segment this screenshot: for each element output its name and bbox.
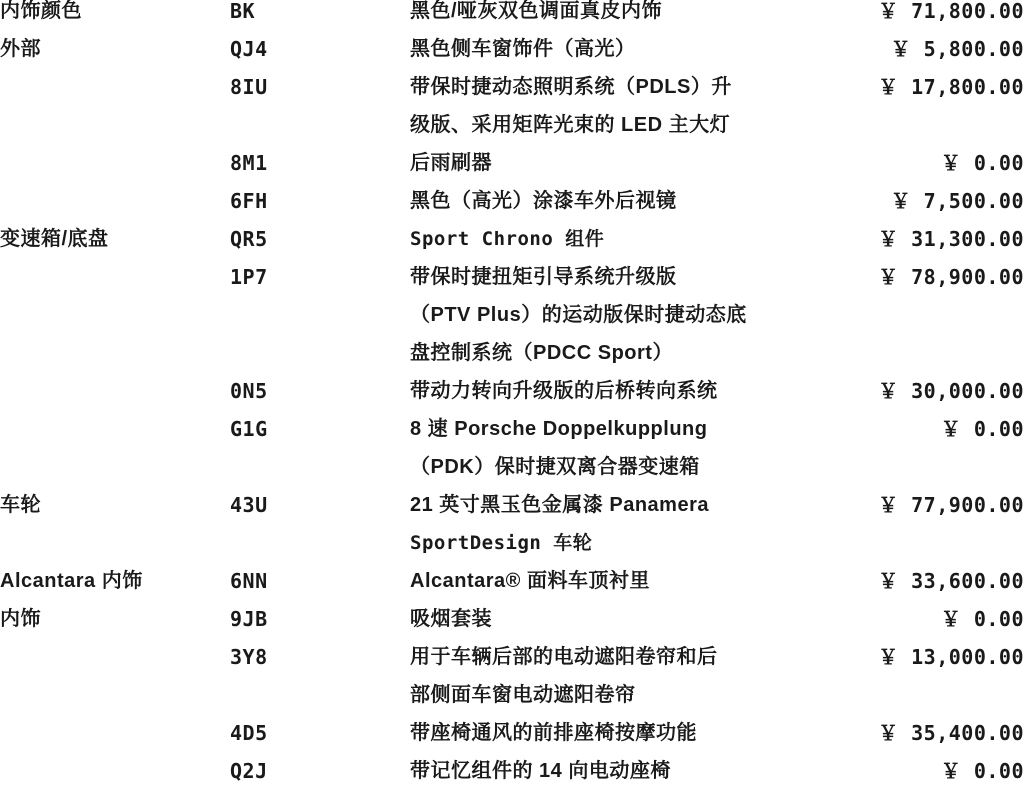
- desc-line: 部侧面车窗电动遮阳卷帘: [410, 684, 636, 706]
- row-description: [410, 638, 790, 714]
- table-row: [0, 714, 1024, 752]
- row-code: 8IU: [230, 75, 268, 99]
- row-category: [0, 714, 230, 752]
- desc-line: SportDesign 车轮: [410, 532, 593, 554]
- row-price: ￥ 7,500.00: [890, 189, 1024, 213]
- desc-line: 吸烟套装: [410, 608, 492, 630]
- row-price: ￥ 5,800.00: [890, 37, 1024, 61]
- row-category: [0, 144, 230, 182]
- row-description: [410, 0, 790, 30]
- row-category: 内饰颜色: [0, 0, 82, 22]
- desc-line: 带动力转向升级版的后桥转向系统: [410, 380, 718, 402]
- desc-line: 8 速 Porsche Doppelkupplung: [410, 418, 708, 440]
- row-category: [0, 752, 230, 790]
- row-code: 6NN: [230, 569, 268, 593]
- desc-line: 级版、采用矩阵光束的 LED 主大灯: [410, 114, 731, 136]
- row-description: [410, 486, 790, 562]
- table-row: [0, 638, 1024, 714]
- row-category: [0, 182, 230, 220]
- table-row: [0, 68, 1024, 144]
- table-row: [0, 562, 1024, 600]
- row-price: ￥ 71,800.00: [878, 0, 1024, 23]
- desc-line: Alcantara® 面料车顶衬里: [410, 570, 650, 592]
- row-category: [0, 372, 230, 410]
- row-description: [410, 600, 790, 638]
- row-description: [410, 144, 790, 182]
- row-category: [0, 638, 230, 714]
- row-price: ￥ 0.00: [940, 417, 1024, 441]
- table-row: [0, 0, 1024, 30]
- row-description: [410, 372, 790, 410]
- row-description: [410, 182, 790, 220]
- row-code: Q2J: [230, 759, 268, 783]
- row-code: 6FH: [230, 189, 268, 213]
- row-code: 1P7: [230, 265, 268, 289]
- row-price: ￥ 31,300.00: [878, 227, 1024, 251]
- table-row: [0, 144, 1024, 182]
- table-row: [0, 220, 1024, 258]
- row-description: [410, 220, 790, 258]
- row-description: [410, 752, 790, 790]
- row-category: Alcantara 内饰: [0, 570, 143, 592]
- table-row: [0, 258, 1024, 372]
- desc-line: 21 英寸黑玉色金属漆 Panamera: [410, 494, 709, 516]
- desc-line: 黑色（高光）涂漆车外后视镜: [410, 190, 677, 212]
- table-row: [0, 600, 1024, 638]
- row-code: 3Y8: [230, 645, 268, 669]
- row-category: 内饰: [0, 608, 41, 630]
- row-price: ￥ 30,000.00: [878, 379, 1024, 403]
- row-description: [410, 68, 790, 144]
- row-category: 车轮: [0, 494, 41, 516]
- table-row: [0, 410, 1024, 486]
- row-category: 外部: [0, 38, 41, 60]
- row-category: [0, 410, 230, 486]
- table-row: [0, 486, 1024, 562]
- desc-line: （PTV Plus）的运动版保时捷动态底: [410, 304, 747, 326]
- table-row: [0, 752, 1024, 790]
- row-description: [410, 410, 790, 486]
- row-price: ￥ 33,600.00: [878, 569, 1024, 593]
- table-row: [0, 372, 1024, 410]
- desc-line: 黑色/哑灰双色调面真皮内饰: [410, 0, 663, 22]
- row-description: [410, 562, 790, 600]
- row-code: QJ4: [230, 37, 268, 61]
- row-category: [0, 68, 230, 144]
- row-category: 变速箱/底盘: [0, 228, 109, 250]
- desc-line: 带座椅通风的前排座椅按摩功能: [410, 722, 697, 744]
- row-code: QR5: [230, 227, 268, 251]
- desc-line: 后雨刷器: [410, 152, 492, 174]
- row-price: ￥ 0.00: [940, 607, 1024, 631]
- row-code: 8M1: [230, 151, 268, 175]
- desc-line: （PDK）保时捷双离合器变速箱: [410, 456, 700, 478]
- desc-line: Sport Chrono 组件: [410, 228, 605, 250]
- row-code: 43U: [230, 493, 268, 517]
- row-price: ￥ 13,000.00: [878, 645, 1024, 669]
- desc-line: 带保时捷扭矩引导系统升级版: [410, 266, 677, 288]
- row-price: ￥ 0.00: [940, 151, 1024, 175]
- row-description: [410, 714, 790, 752]
- row-description: [410, 258, 790, 372]
- row-code: 9JB: [230, 607, 268, 631]
- row-price: ￥ 78,900.00: [878, 265, 1024, 289]
- row-price: ￥ 77,900.00: [878, 493, 1024, 517]
- desc-line: 黑色侧车窗饰件（高光）: [410, 38, 636, 60]
- row-price: ￥ 0.00: [940, 759, 1024, 783]
- table-row: [0, 182, 1024, 220]
- row-code: BK: [230, 0, 256, 23]
- desc-line: 盘控制系统（PDCC Sport）: [410, 342, 673, 364]
- row-code: 4D5: [230, 721, 268, 745]
- row-price: ￥ 35,400.00: [878, 721, 1024, 745]
- row-description: [410, 30, 790, 68]
- row-code: G1G: [230, 417, 268, 441]
- row-code: 0N5: [230, 379, 268, 403]
- row-category: [0, 258, 230, 372]
- row-price: ￥ 17,800.00: [878, 75, 1024, 99]
- desc-line: 带记忆组件的 14 向电动座椅: [410, 760, 671, 782]
- desc-line: 带保时捷动态照明系统（PDLS）升: [410, 76, 732, 98]
- desc-line: 用于车辆后部的电动遮阳卷帘和后: [410, 646, 718, 668]
- table-row: [0, 30, 1024, 68]
